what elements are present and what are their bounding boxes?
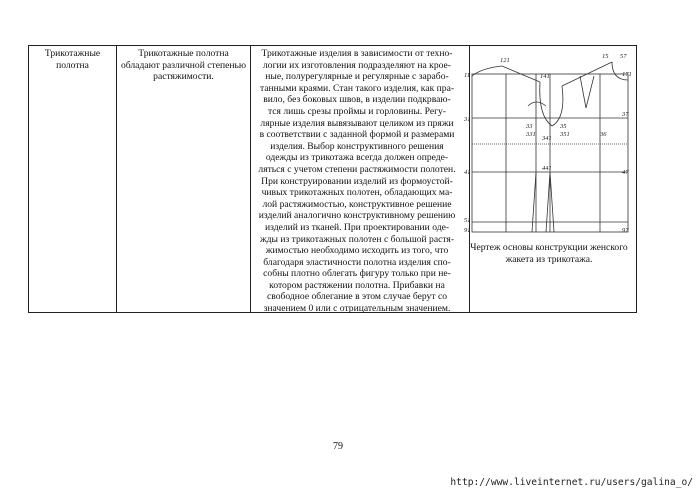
pt-31: 31 (464, 116, 471, 123)
description-line: лярные изделия вывязывают целиком из пряжи (260, 117, 454, 129)
pt-47: 47 (622, 169, 629, 176)
description-line: значением 0 или с отрицательным значением. (263, 303, 451, 315)
pt-351: 351 (560, 131, 570, 138)
drawing-caption: Чертеж основы конструкции женского жакета из трикотажа. (470, 242, 628, 265)
pt-15: 15 (602, 53, 609, 60)
pt-121: 121 (500, 57, 510, 64)
pt-35: 35 (560, 123, 567, 130)
material-name: Трикотажные полотна (44, 48, 101, 71)
description-line: чивых трикотажных полотен, обладающих ма- (261, 187, 453, 199)
description-line: жды из трикотажных полотен с большой растя- (259, 233, 455, 245)
description-line: вило, без боковых швов, в изделии подкрваю- (263, 94, 451, 106)
description-line: изделий аналогично конструктивному решению (258, 210, 456, 222)
content-table (28, 45, 470, 313)
pt-171: 171 (622, 71, 632, 78)
description-line: лой растяжимостью, конструктивное решение (262, 198, 452, 210)
description-line: котором растяжении полотна. Прибавки на (269, 279, 445, 291)
source-url[interactable]: http://www.liveinternet.ru/users/galina_o/ (450, 477, 693, 488)
pt-11: 11 (464, 72, 471, 79)
description-line: Трикотажные изделия в зависимости от техно- (261, 48, 453, 59)
pt-57: 57 (620, 53, 627, 60)
pt-141: 141 (540, 73, 550, 80)
description-line: изделия. Выбор конструктивного решения (270, 140, 444, 152)
description-line: собны плотно облегать фигуру только при не- (263, 268, 451, 280)
description-text (251, 46, 463, 317)
description-line: благодаря эластичности полотна изделия спо- (263, 256, 451, 268)
description-line: ные, полурегулярные и регулярные с зарабо- (265, 71, 449, 83)
table-cell-property (117, 46, 251, 312)
description-line: в соответствии с заданной формой и размерами (259, 129, 455, 141)
pt-41: 41 (464, 169, 471, 176)
pt-33: 33 (526, 123, 533, 130)
description-line: ляться с учетом степени растяжимости полотен. (258, 163, 456, 175)
pt-37: 37 (622, 111, 629, 118)
pt-331: 331 (526, 131, 536, 138)
pt-91: 91 (464, 227, 471, 234)
page-number: 79 (333, 441, 343, 452)
table-cell-description (251, 46, 463, 315)
jacket-pattern-drawing (462, 46, 635, 242)
description-line: одежды из трикотажа всегда должен опреде- (265, 152, 449, 164)
pt-97: 97 (622, 227, 629, 234)
pt-441: 441 (542, 165, 552, 172)
description-line: жимостью необходимо исходить из того, что (265, 245, 449, 257)
description-line: тся лишь срезы проймы и горловины. Регу- (267, 105, 447, 117)
description-line: танными краями. Стан такого изделия, как пра- (259, 82, 455, 94)
description-line: При конструировании изделий из формоустой- (261, 175, 453, 187)
pt-341: 341 (542, 135, 552, 142)
description-line: логии их изготовления подразделяют на крое- (263, 59, 451, 71)
description-line: свободное облегание в этом случае берут со (266, 291, 447, 303)
table-cell-material (29, 46, 117, 312)
pt-51: 51 (464, 217, 471, 224)
table-cell-drawing (462, 45, 637, 313)
pt-36: 36 (600, 131, 607, 138)
description-line: изделий из тканей. При проектировании оде- (264, 221, 450, 233)
material-property: Трикотажные полотна обладают различной степенью растяжимости. (120, 48, 247, 83)
